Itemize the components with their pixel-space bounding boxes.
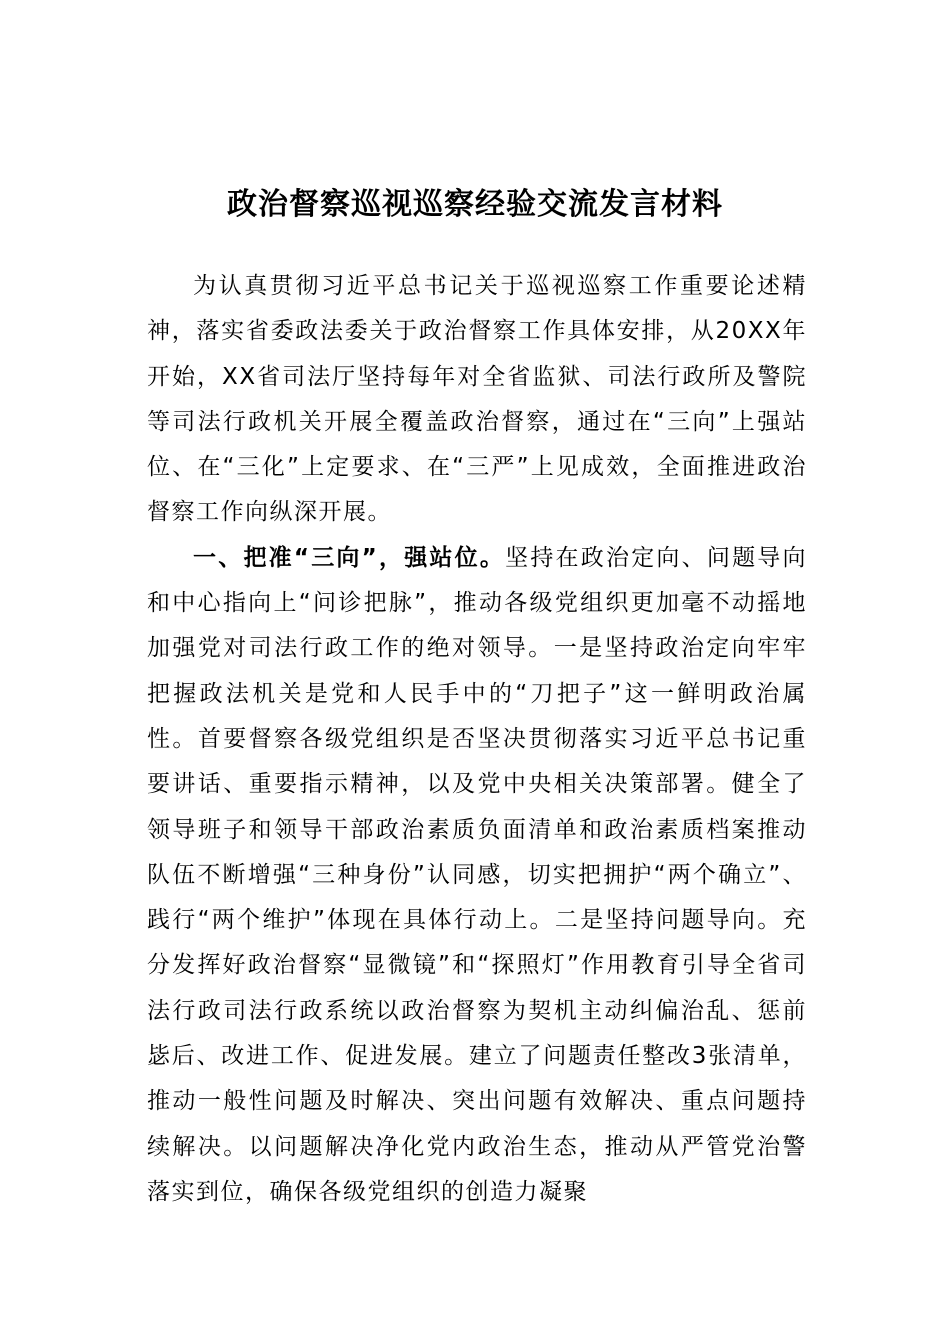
document-title: 政治督察巡视巡察经验交流发言材料 (227, 187, 723, 223)
intro-paragraph: 为认真贯彻习近平总书记关于巡视巡察工作重要论述精神，落实省委政法委关于政治督察工作具体安排，从20XX年开始，XX省司法厅坚持每年对全省监狱、司法行政所及警院等司法行政机关开展全覆盖政治督察，通过在“三向”上强站位、在“三化”上定要求、在“三严”上见成效，全面推进政治督察工作向纵深开展。 (147, 273, 807, 526)
section-1-body: 坚持在政治定向、问题导向和中心指向上“问诊把脉”，推动各级党组织更加毫不动摇地加强党对司法行政工作的绝对领导。一是坚持政治定向牢牢把握政法机关是党和人民手中的“刀把子”这一鲜明政治属性。首要督察各级党组织是否坚决贯彻落实习近平总书记重要讲话、重要指示精神，以及党中央相关决策部署。健全了领导班子和领导干部政治素质负面清单和政治素质档案推动队伍不断增强“三种身份”认同感，切实把拥护“两个确立”、践行“两个维护”体现在具体行动上。二是坚持问题导向。充分发挥好政治督察“显微镜”和“探照灯”作用教育引导全省司法行政司法行政系统以政治督察为契机主动纠偏治乱、惩前毖后、改进工作、促进发展。建立了问题责任整改3张清单，推动一般性问题及时解决、突出问题有效解决、重点问题持续解决。以问题解决净化党内政治生态，推动从严管党治警落实到位，确保各级党组织的创造力凝聚 (147, 544, 808, 1205)
section-1-heading: 一、把准“三向”，强站位。 (193, 544, 506, 571)
section-1-paragraph (147, 536, 807, 1215)
document-body (147, 264, 807, 1215)
